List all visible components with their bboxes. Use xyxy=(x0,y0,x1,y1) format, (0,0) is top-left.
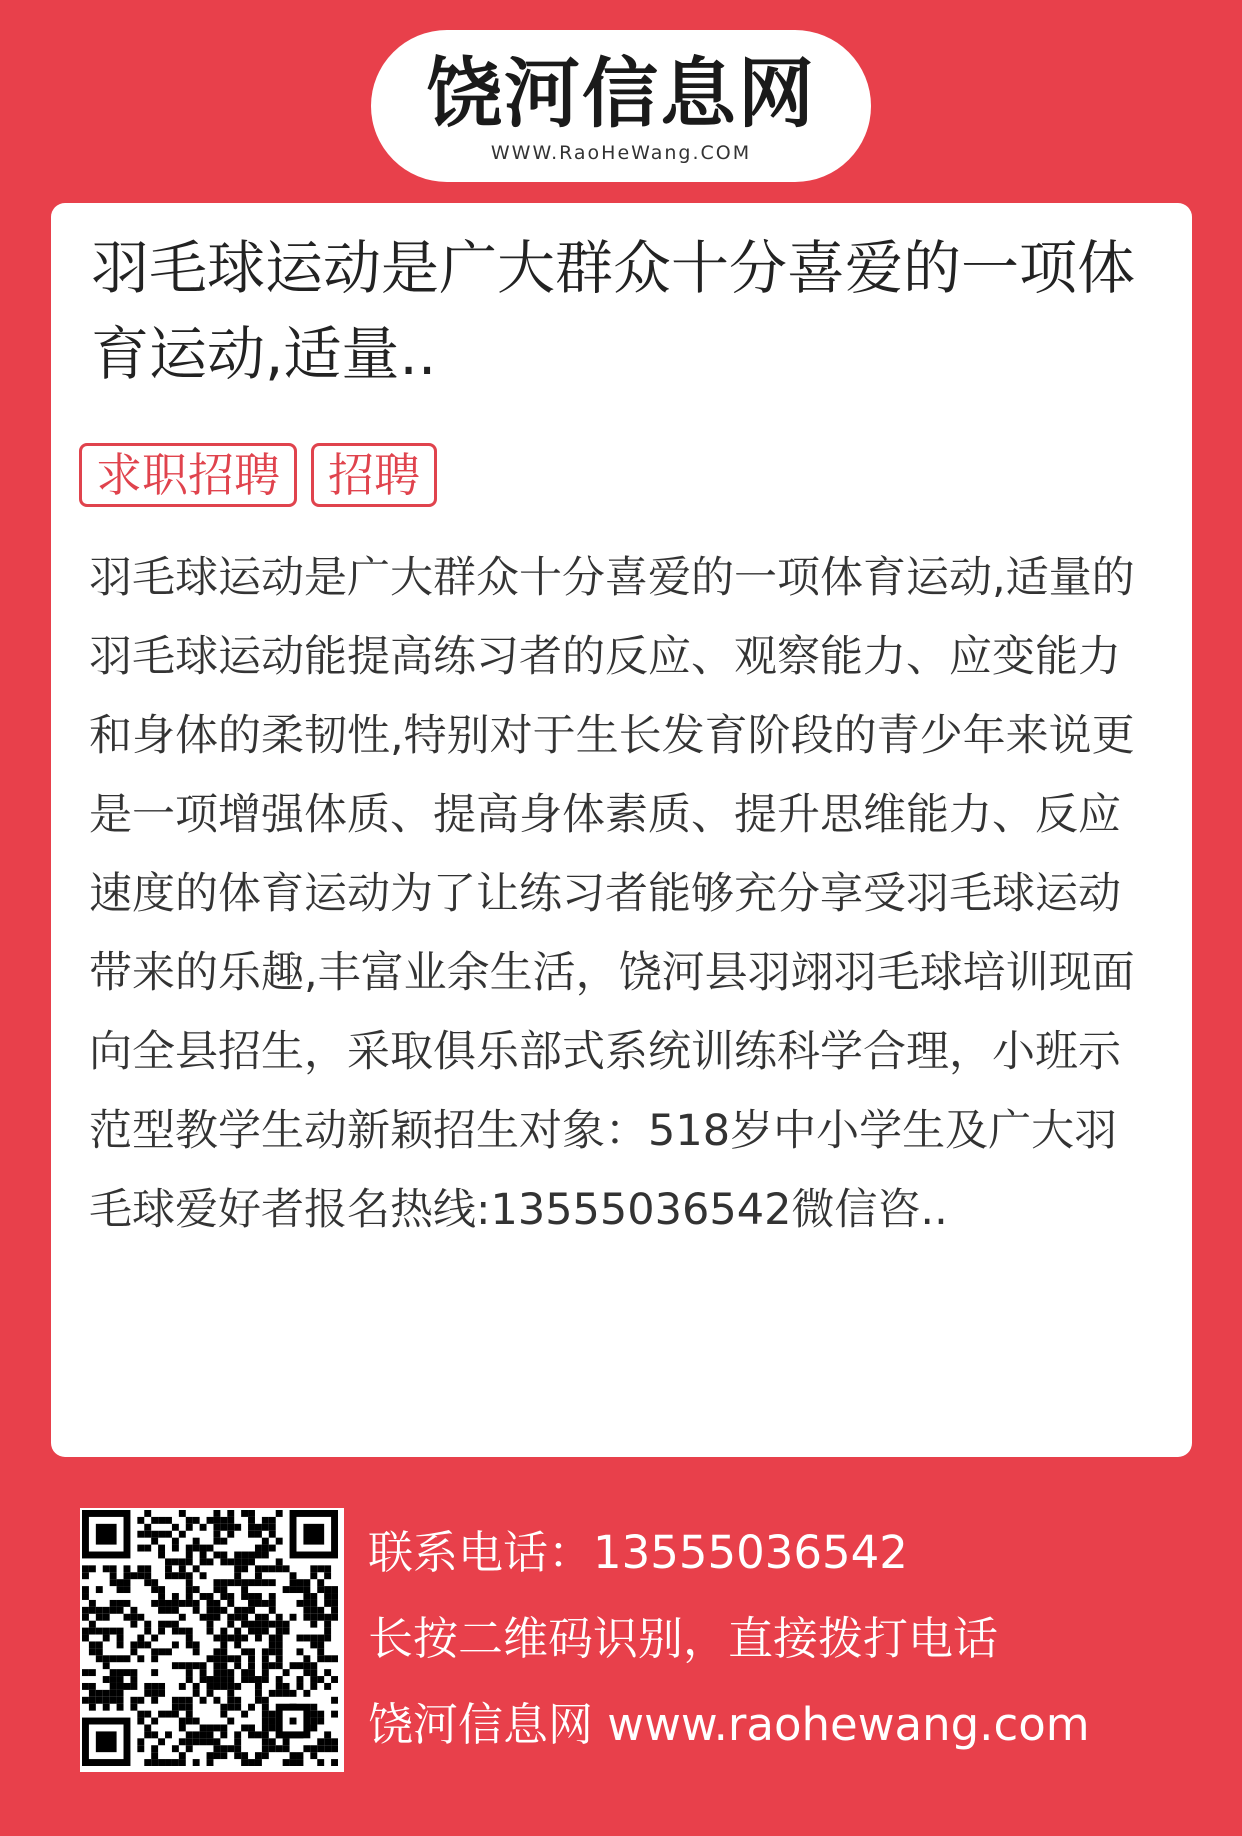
qr-hint: 长按二维码识别，直接拨打电话 xyxy=(368,1612,999,1665)
contact-info xyxy=(368,1510,1218,1768)
tag-category[interactable]: 求职招聘 xyxy=(79,443,297,507)
tag-subcategory[interactable]: 招聘 xyxy=(311,443,437,507)
site-link[interactable]: 饶河信息网 www.raohewang.com xyxy=(368,1698,1090,1751)
contact-phone[interactable]: 联系电话：13555036542 xyxy=(368,1526,908,1579)
post-card xyxy=(51,203,1192,1457)
site-logo[interactable] xyxy=(371,30,871,182)
post-body: 羽毛球运动是广大群众十分喜爱的一项体育运动,适量的羽毛球运动能提高练习者的反应、观察能力、应变能力和身体的柔韧性,特别对于生长发育阶段的青少年来说更是一项增强体质、提高身体素质、提升思维能力、反应速度的体育运动为了让练习者能够充分享受羽毛球运动带来的乐趣,丰富业余生活，饶河县羽翊羽毛球培训现面向全县招生，采取俱乐部式系统训练科学合理，小班示范型教学生动新颖招生对象：518岁中小学生及广大羽毛球爱好者报名热线:13555036542微信咨.. xyxy=(89,553,1135,1235)
logo-url: WWW.RaoHeWang.COM xyxy=(490,142,752,164)
post-title: 羽毛球运动是广大群众十分喜爱的一项体育运动,适量.. xyxy=(91,234,1136,388)
logo-title: 饶河信息网 xyxy=(426,49,816,138)
qr-code-icon xyxy=(82,1510,338,1766)
qr-code[interactable] xyxy=(80,1508,344,1772)
tag-list xyxy=(79,443,437,507)
